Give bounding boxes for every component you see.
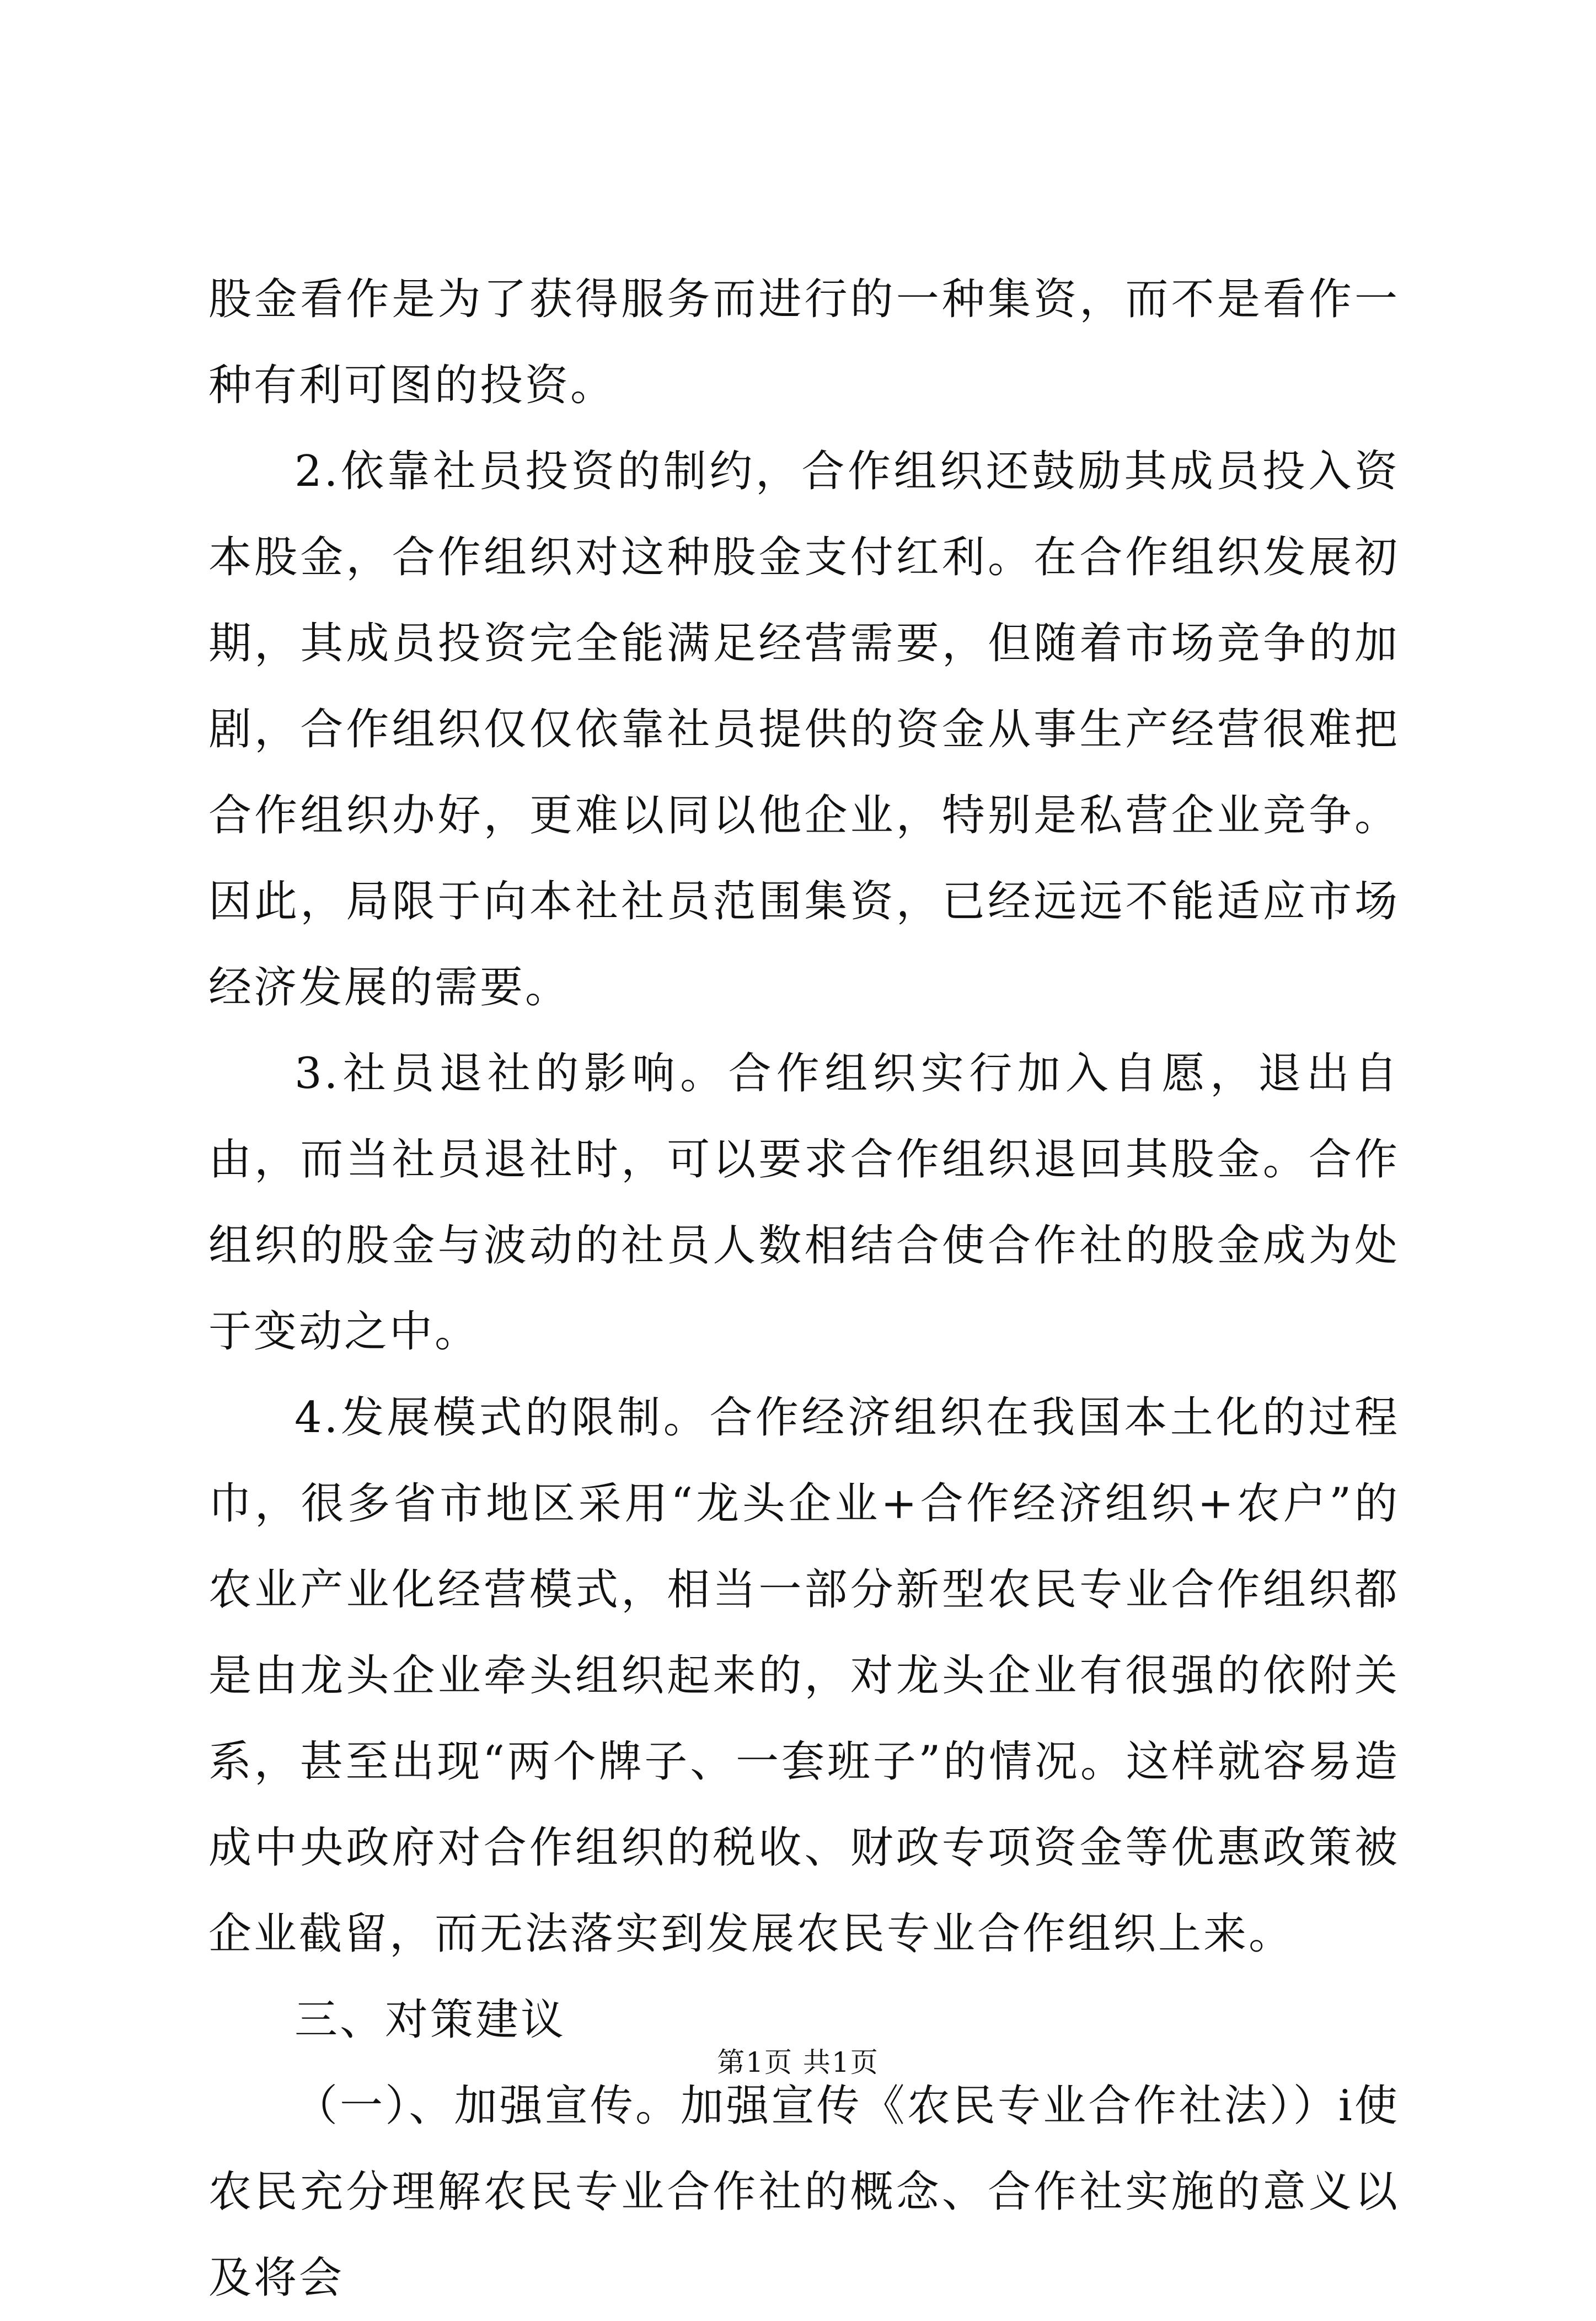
paragraph-continuation: 股金看作是为了获得服务而进行的一种集资，而不是看作一种有利可图的投资。: [208, 275, 1400, 410]
paragraph-recommendation-1: （一）、加强宣传。加强宣传《农民专业合作社法））i使农民充分理解农民专业合作社的概念、合作社实施的意义以及将会: [208, 2081, 1400, 2303]
paragraph-point-3: 3.社员退社的影响。合作组织实行加入自愿，退出自由，而当社员退社时，可以要求合作组织退回其股金。合作组织的股金与波动的社员人数相结合使合作社的股金成为处于变动之中。: [208, 1049, 1400, 1357]
paragraph-point-4: 4.发展模式的限制。合作经济组织在我国本土化的过程巾，很多省市地区采用“龙头企业+合作经济组织+农户”的农业产业化经营模式，相当一部分新型农民专业合作组织都是由龙头企业牵头组织起来的，对龙头企业有很强的依附关系，甚至出现“两个牌子、一套班子”的情况。这样就容易造成中央政府对合作组织的税收、财政专项资金等优惠政策被企业截留，而无法落实到发展农民专业合作组织上来。: [208, 1393, 1400, 1959]
paragraph-point-2: 2.依靠社员投资的制约，合作组织还鼓励其成员投入资本股金，合作组织对这种股金支付红利。在合作组织发展初期，其成员投资完全能满足经营需要，但随着市场竞争的加剧，合作组织仅仅依靠社员提供的资金从事生产经营很难把合作组织办好，更难以同以他企业，特别是私营企业竞争。因此，局限于向本社社员范围集资，已经远远不能适应市场经济发展的需要。: [208, 447, 1400, 1012]
page-footer: 第1页 共1页: [717, 2046, 879, 2078]
section-heading: 三、对策建议: [294, 1995, 566, 2045]
body-text: [208, 256, 1400, 2321]
